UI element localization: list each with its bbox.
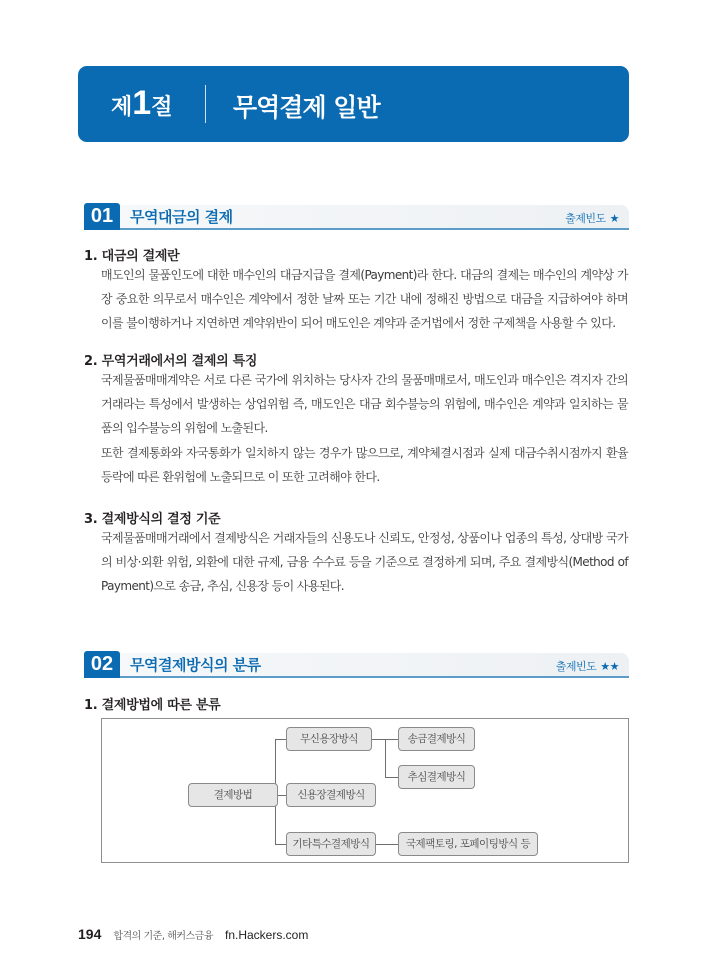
diagram-node-level2: 송금결제방식 xyxy=(398,727,475,751)
chapter-suffix: 절 xyxy=(151,95,172,120)
chapter-prefix: 제 xyxy=(111,95,132,120)
section-header-01 xyxy=(84,203,629,230)
connector-line xyxy=(385,777,398,778)
subsection-heading: 1. 대금의 결제란 xyxy=(84,249,180,264)
paragraph: 또한 결제통화와 자국통화가 일치하지 않는 경우가 많으므로, 계약체결시점과 실제 대금수취시점까지 환율등락에 따른 환위험에 노출되므로 이 또한 고려해야 한다. xyxy=(101,446,628,484)
frequency-label: 출제빈도 xyxy=(565,212,606,225)
footer-site-link[interactable]: fn.Hackers.com xyxy=(225,928,309,942)
section-header-underline xyxy=(84,228,629,230)
diagram-node-level1: 기타특수결제방식 xyxy=(286,832,376,856)
page-number: 194 xyxy=(78,926,102,942)
frequency-indicator xyxy=(565,210,619,226)
paragraph: 국제물품매매거래에서 결제방식은 거래자들의 신용도나 신뢰도, 안정성, 상품이나 업종의 특성, 상대방 국가의 비상·외환 위험, 외환에 대한 규제, 금융 수수료 등을 기준으로 결정하게 되며, 주요 결제방식(Method of Payment)으로 송금, 추심, 신용장 등이 사용된다. xyxy=(101,531,628,593)
chapter-title: 무역결제 일반 xyxy=(233,93,380,122)
frequency-label: 출제빈도 xyxy=(555,660,597,673)
section-title: 무역결제방식의 분류 xyxy=(130,656,261,674)
diagram-node-level2: 국제팩토링, 포페이팅방식 등 xyxy=(398,832,538,856)
subsection-heading: 1. 결제방법에 따른 분류 xyxy=(84,698,221,713)
diagram-node-level2: 추심결제방식 xyxy=(398,765,475,789)
subsection-heading: 2. 무역거래에서의 결제의 특징 xyxy=(84,354,258,369)
section-header-underline xyxy=(84,676,629,678)
diagram-node-level1: 무신용장방식 xyxy=(286,727,372,751)
chapter-number: 1 xyxy=(132,84,151,122)
subsection-heading: 3. 결제방식의 결정 기준 xyxy=(84,512,221,527)
star-icon: ★ xyxy=(609,212,619,225)
diagram-node-level1: 신용장결제방식 xyxy=(286,783,376,807)
section-number-badge: 02 xyxy=(84,651,120,678)
payment-method-tree-diagram xyxy=(101,718,629,863)
page-footer xyxy=(78,926,308,942)
diagram-node-root: 결제방법 xyxy=(188,783,278,807)
frequency-indicator xyxy=(556,658,619,674)
connector-line xyxy=(275,739,286,740)
chapter-divider xyxy=(205,85,206,123)
section-header-02 xyxy=(84,651,629,678)
connector-line xyxy=(376,844,398,845)
footer-slogan: 합격의 기준, 해커스금융 xyxy=(113,931,213,942)
paragraph: 국제물품매매계약은 서로 다른 국가에 위치하는 당사자 간의 물품매매로서, 매도인과 매수인은 격지자 간의 거래라는 특성에서 발생하는 상업위험 즉, 매도인은 대금 회수불능의 위험에, 매수인은 계약과 일치하는 물품의 입수불능의 위험에 노출된다. xyxy=(101,373,628,435)
connector-line xyxy=(385,739,386,777)
section-title: 무역대금의 결제 xyxy=(130,208,233,226)
paragraph: 매도인의 물품인도에 대한 매수인의 대금지급을 결제(Payment)라 한다. 대금의 결제는 매수인의 계약상 가장 중요한 의무로서 매수인은 계약에서 정한 날짜 또는 기간 내에 정해진 방법으로 대금을 지급하여야 하며 이를 불이행하거나 지연하면 계약위반이 되어 매도인은 계약과 준거법에서 정한 구제책을 사용할 수 있다. xyxy=(101,268,628,330)
connector-line xyxy=(275,844,286,845)
section-number-badge: 01 xyxy=(84,203,120,230)
chapter-title-bar xyxy=(78,66,629,142)
chapter-label xyxy=(111,84,172,122)
star-icon: ★★ xyxy=(600,660,619,673)
